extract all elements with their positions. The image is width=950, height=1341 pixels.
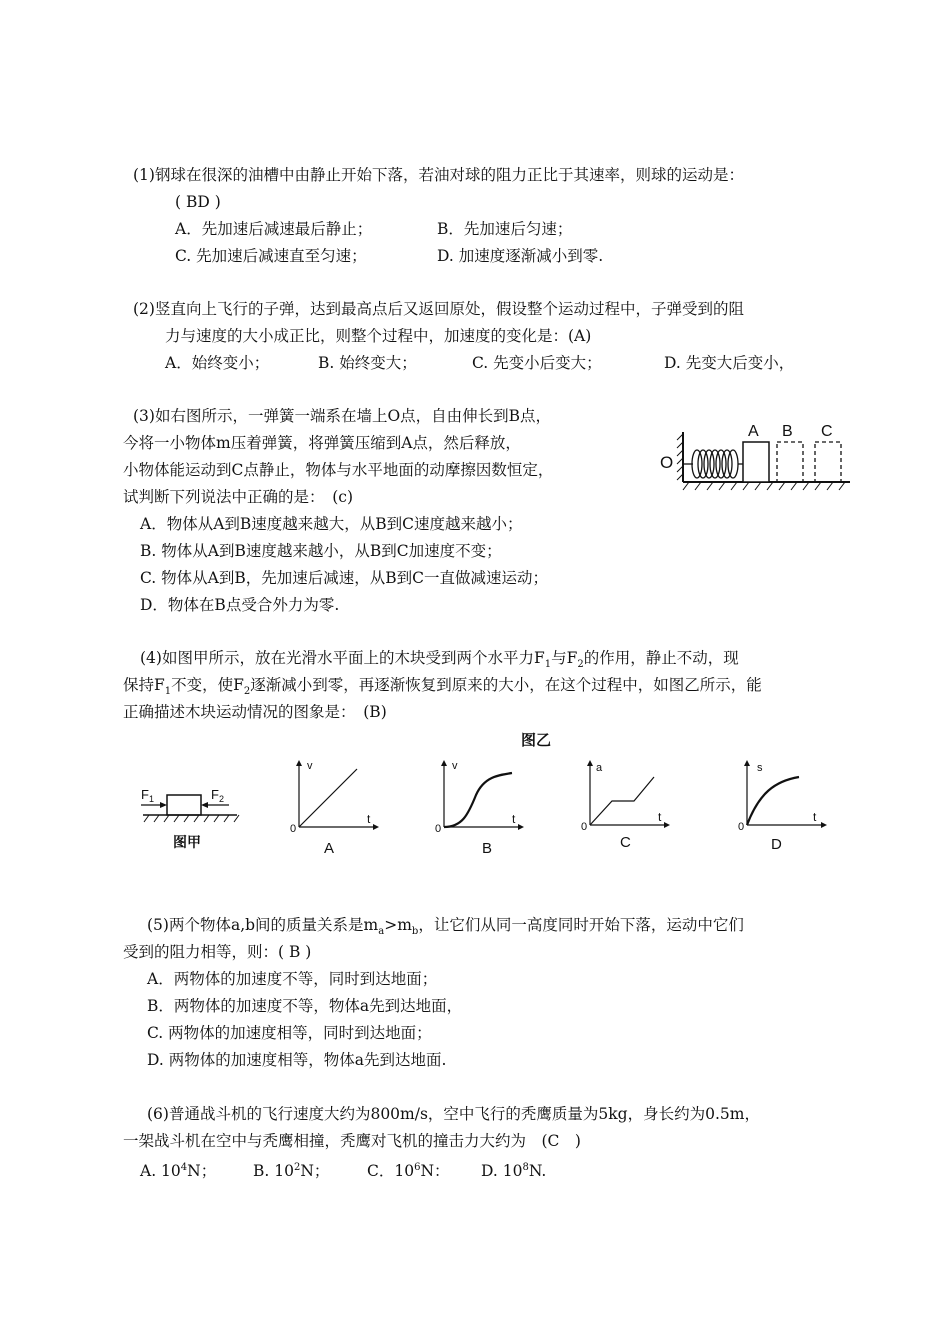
q6-option-a: A. $10^4N$；: [140, 1162, 217, 1181]
fig-jia-block-diagram: [135, 785, 245, 855]
q6-option-c: C．$10^6N$：: [367, 1162, 450, 1181]
q2-option-a: A．始终变小；: [165, 354, 270, 372]
q3-stem-line2: 今将一小物体m压着弹簧，将弹簧压缩到A点，然后释放，: [123, 434, 521, 452]
fig-yi-caption: 图乙: [521, 732, 552, 749]
graph-c-origin: 0: [581, 821, 588, 833]
graph-a-origin: 0: [290, 823, 297, 835]
q2-option-c: C. 先变小后变大；: [472, 354, 602, 372]
label-b: B: [782, 423, 793, 440]
graph-b-label: B: [482, 840, 493, 857]
q1-option-c: C. 先加速后减速直至匀速；: [175, 247, 367, 265]
q4-stem-line1: (4)如图甲所示，放在光滑水平面上的木块受到两个水平力$F_1$与$F_2$的作用，静止不动，现: [140, 649, 739, 671]
graph-c-x-label: t: [658, 810, 662, 824]
q4-stem-line2: 保持$F_1$不变，使$F_2$逐渐减小到零，再逐渐恢复到原来的大小，在这个过程中，如图乙所示，能: [123, 676, 762, 698]
q3-stem-line1: (3)如右图所示，一弹簧一端系在墙上O点，自由伸长到B点，: [133, 407, 552, 425]
graph-c-y-label: a: [596, 762, 603, 774]
f2-label: $F_2$: [211, 787, 224, 804]
q1-option-a: A．先加速后减速最后静止；: [175, 220, 373, 238]
graph-a: [287, 755, 387, 860]
q3-option-b: B. 物体从A到B速度越来越小，从B到C加速度不变；: [140, 542, 502, 560]
graph-d: [735, 755, 835, 860]
graph-d-origin: 0: [738, 821, 745, 833]
q5-option-a: A．两物体的加速度不等，同时到达地面；: [147, 970, 438, 988]
label-o: O: [660, 453, 674, 472]
q1-answer: ( BD ): [175, 193, 221, 211]
q1-stem: (1)钢球在很深的油槽中由静止开始下落，若油对球的阻力正比于其速率，则球的运动是：: [133, 166, 744, 184]
graph-d-x-label: t: [813, 810, 817, 824]
q1-option-b: B．先加速后匀速；: [437, 220, 573, 238]
q5-option-d: D. 两物体的加速度相等，物体a先到达地面.: [147, 1051, 447, 1069]
graph-a-label: A: [324, 840, 335, 857]
q5-option-b: B．两物体的加速度不等，物体a先到达地面，: [147, 997, 463, 1015]
q3-option-a: A．物体从A到B速度越来越大，从B到C速度越来越小；: [140, 515, 523, 533]
q4-stem-line3: 正确描述木块运动情况的图象是： (B): [123, 703, 387, 721]
graph-d-label: D: [771, 836, 782, 853]
q6-option-b: B. $10^2N$；: [253, 1162, 330, 1181]
graph-b-y-label: v: [452, 760, 458, 772]
q3-option-c: C. 物体从A到B，先加速后减速，从B到C一直做减速运动；: [140, 569, 548, 587]
q3-option-d: D．物体在B点受合外力为零.: [140, 596, 340, 614]
q2-option-b: B. 始终变大；: [318, 354, 417, 372]
q5-stem-line2: 受到的阻力相等，则：( B ): [123, 943, 312, 961]
q5-stem-line1: (5)两个物体a,b间的质量关系是$m_a>m_b$，让它们从同一高度同时开始下落，运动中它们: [147, 916, 744, 938]
q2-stem-line2: 力与速度的大小成正比，则整个过程中，加速度的变化是：(A): [165, 327, 592, 345]
q6-stem-line1: (6)普通战斗机的飞行速度大约为800m/s，空中飞行的秃鹰质量为5kg，身长约为0.5m，: [147, 1105, 760, 1123]
q2-stem-line1: (2)竖直向上飞行的子弹，达到最高点后又返回原处，假设整个运动过程中，子弹受到的阻: [133, 300, 744, 318]
fig-jia-caption: 图甲: [173, 834, 201, 850]
q3-stem-line4: 试判断下列说法中正确的是： (c): [123, 488, 354, 506]
f1-label: $F_1$: [141, 787, 154, 804]
label-c: C: [821, 423, 833, 440]
label-a: A: [748, 423, 759, 440]
q2-option-d: D. 先变大后变小，: [664, 354, 795, 372]
graph-b-x-label: t: [512, 812, 516, 826]
graph-c-label: C: [620, 834, 631, 851]
graph-a-y-label: v: [307, 760, 313, 772]
q6-option-d: D. $10^8N$.: [481, 1162, 547, 1181]
graph-a-x-label: t: [367, 812, 371, 826]
q6-stem-line2: 一架战斗机在空中与秃鹰相撞，秃鹰对飞机的撞击力大约为 (C ): [123, 1132, 581, 1150]
q5-option-c: C. 两物体的加速度相等，同时到达地面；: [147, 1024, 432, 1042]
q1-option-d: D. 加速度逐渐减小到零.: [437, 247, 604, 265]
graph-d-y-label: s: [757, 762, 763, 774]
q3-stem-line3: 小物体能运动到C点静止，物体与水平地面的动摩擦因数恒定，: [123, 461, 554, 479]
graph-c: [578, 755, 678, 860]
graph-b-origin: 0: [435, 823, 442, 835]
spring-block-figure: [655, 420, 855, 495]
graph-b: [432, 755, 532, 860]
